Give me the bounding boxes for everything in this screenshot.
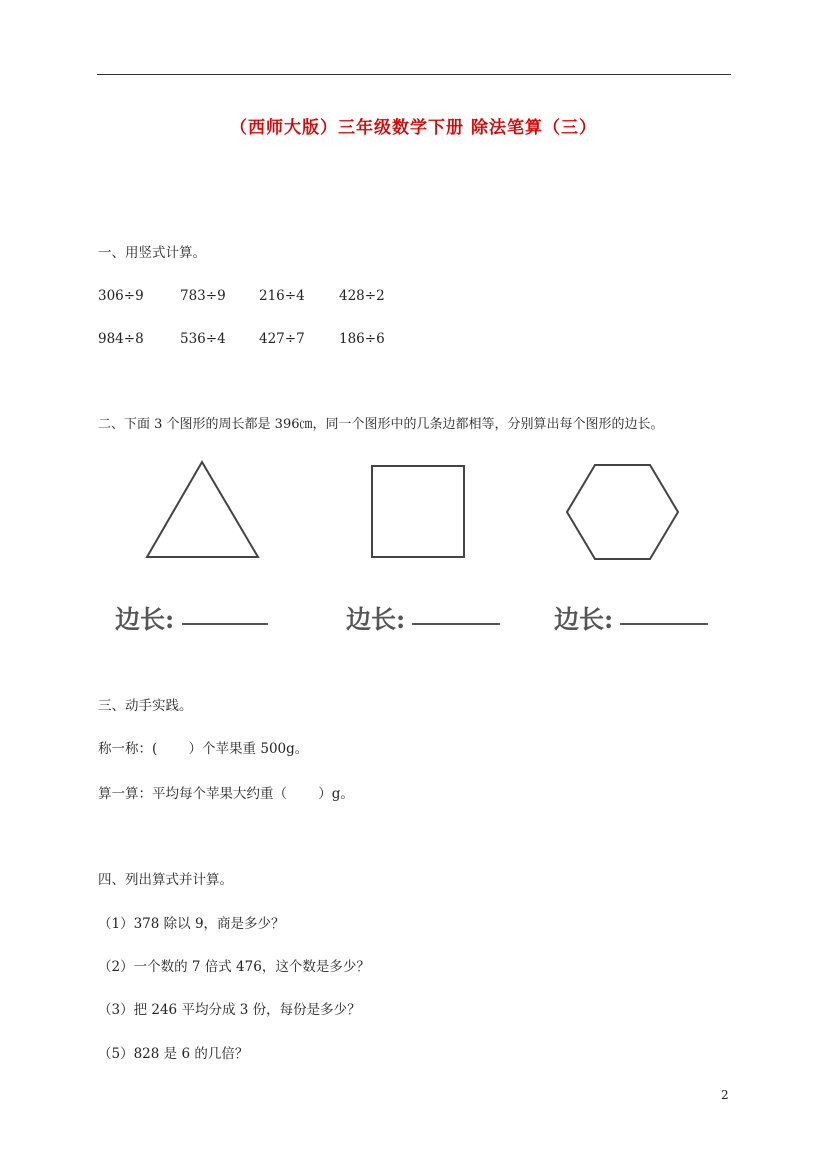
exercise-2-3: 427÷7: [259, 331, 305, 347]
exercise-2-4: 186÷6: [339, 331, 385, 347]
question-1: （1）378 除以 9，商是多少？: [98, 916, 285, 932]
section3-heading: 三、动手实践。: [98, 698, 193, 714]
section4-heading: 四、列出算式并计算。: [98, 872, 233, 888]
side-label-hexagon: 边长:: [554, 605, 614, 634]
question-3: （3）把 246 平均分成 3 份，每份是多少？: [98, 1002, 361, 1018]
square-icon: [372, 466, 464, 557]
answer-blank-hexagon[interactable]: [620, 623, 708, 625]
question-2: （2）一个数的 7 倍式 476，这个数是多少？: [98, 959, 370, 975]
weigh-line: 称一称：( ）个苹果重 500g。: [98, 741, 309, 757]
side-label-square: 边长:: [346, 605, 406, 634]
exercise-1-3: 216÷4: [259, 288, 305, 304]
answer-blank-triangle[interactable]: [182, 623, 268, 625]
answer-blank-square[interactable]: [412, 623, 500, 625]
exercise-1-1: 306÷9: [98, 288, 144, 304]
triangle-icon: [147, 462, 258, 557]
side-label-triangle: 边长:: [115, 605, 175, 634]
section1-heading: 一、用竖式计算。: [98, 245, 206, 261]
hexagon-icon: [567, 465, 678, 559]
exercise-1-4: 428÷2: [339, 288, 385, 304]
page-number: 2: [721, 1088, 729, 1102]
exercise-2-2: 536÷4: [180, 331, 226, 347]
section2-heading: 二、下面 3 个图形的周长都是 396㎝，同一个图形中的几条边都相等，分别算出每个图形的边长。: [98, 417, 664, 432]
question-5: （5）828 是 6 的几倍？: [98, 1046, 249, 1062]
page-title: （西师大版）三年级数学下册 除法笔算（三）: [230, 118, 597, 138]
calculate-line: 算一算：平均每个苹果大约重（ ）g。: [98, 786, 354, 802]
exercise-2-1: 984÷8: [98, 331, 144, 347]
exercise-1-2: 783÷9: [180, 288, 226, 304]
